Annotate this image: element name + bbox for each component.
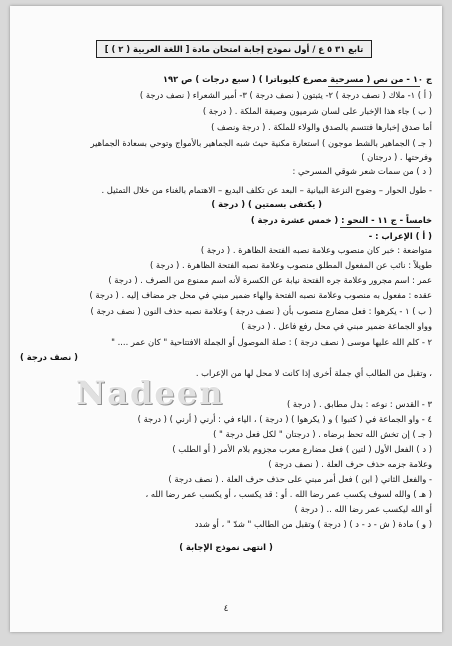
answer-note: ( يكتفى بسمتين ) ( درجة ) bbox=[211, 199, 322, 209]
heading-underline bbox=[328, 86, 420, 87]
answer-line: طويلاً : نائب عن المفعول المطلق منصوب وعلامة نصبه الفتحة الظاهرة . ( درجة ) bbox=[150, 260, 432, 270]
question-10-heading: ج ١٠ - من نص ( مسرحية مصرع كليوباترا ) ( سبع درجات ) ص ١٩٢ bbox=[162, 74, 432, 84]
watermark-logo: Nadeen bbox=[76, 374, 225, 412]
answer-line: ( جـ ) الجماهير بالشط موجون ) استعارة مكنية حيث شبه الجماهير بالأمواج وتوحي بسعادة الجماهير bbox=[90, 138, 432, 148]
answer-line: - والفعل الثاني ( ابن ) فعل أمر مبني على حذف حرف العلة . ( نصف درجة ) bbox=[168, 474, 432, 484]
answer-line: وفرحتها . ( درجتان ) bbox=[361, 152, 432, 162]
answer-line: ( د ) من سمات شعر شوقي المسرحي : bbox=[292, 166, 432, 176]
answer-line: وواو الجماعة ضمير مبني في محل رفع فاعل . ( درجة ) bbox=[241, 321, 432, 331]
section-5-heading: خامساً - ج ١١ - النحو : ( خمس عشرة درجة ) bbox=[250, 215, 432, 225]
answer-line: ( ب ) جاء هذا الإخبار على لسان شرميون وصيفة الملكة . ( درجة ) bbox=[202, 106, 432, 116]
answer-line: عقده : مفعول به منصوب وعلامة نصبه الفتحة والهاء ضمير مبني في محل جر مضاف إليه . ( درجة ) bbox=[89, 290, 432, 300]
heading-underline bbox=[340, 227, 420, 228]
answer-line: وعلامة جزمه حذف حرف العلة . ( نصف درجة ) bbox=[268, 459, 432, 469]
answer-line: - طول الحوار – وضوح النزعة البيانية – البعد عن تكلف البديع – الاهتمام بالغناء من خلال التمثيل . bbox=[101, 185, 432, 195]
page-header-title: تابع ٣١ ٥ ع / أول نموذج إجابة امتحان مادة [ اللغة العربية ( ٢ ) ] bbox=[104, 44, 364, 54]
answer-line: ( نصف درجة ) bbox=[20, 352, 79, 362]
answer-line: ( أ ) ١- ملاك ( نصف درجة ) ٢- يثبتون ( نصف درجة ) ٣- أمير الشعراء ( نصف درجة ) bbox=[139, 90, 432, 100]
answer-line: ( و ) مادة ( ش - د - د ) ( درجة ) وتقبل من الطالب " شدّ " ، أو شدد bbox=[194, 519, 432, 529]
answer-line: ٣ - القدس : نوعه : بدل مطابق . ( درجة ) bbox=[286, 399, 432, 409]
answer-line: ( د ) الفعل الأول ( لتين ) فعل مضارع معرب مجزوم بلام الأمر ( أو الطلب ) bbox=[172, 444, 432, 454]
end-of-answers: ( انتهى نموذج الإجابة ) bbox=[179, 542, 273, 552]
answer-line: ٤ - واو الجماعة في ( كتبوا ) و ( يكرهوا ) ( درجة ) ، الياء في : أرني ( أرني ) ( درجة ) bbox=[137, 414, 432, 424]
answer-line: متواضعة : خبر كان منصوب وعلامة نصبه الفتحة الظاهرة . ( درجة ) bbox=[200, 245, 432, 255]
page-number: ٤ bbox=[223, 604, 229, 614]
answer-line: ، وتقبل من الطالب أي جملة أخرى إذا كانت لا محل لها من الإعراب . bbox=[195, 368, 432, 378]
answer-line: ٢ - كلم الله عليها موسى ( نصف درجة ) : صلة الموصول أو الجملة الافتتاحية " كان عمر .... " bbox=[111, 337, 432, 347]
exam-answer-page bbox=[10, 6, 442, 632]
answer-line: ( ب ) ١ - يكرهوا : فعل مضارع منصوب بأن ( نصف درجة ) وعلامة نصبه حذف النون ( نصف درجة ) bbox=[90, 306, 432, 316]
answer-line: أما صدق إخبارها فتتسم بالصدق والولاء للملكة . ( درجة ونصف ) bbox=[211, 122, 432, 132]
answer-line: ( هـ ) والله لسوف يكسب عمر رضا الله . أو : قد يكسب ، أو يكسب عمر رضا الله ، bbox=[145, 489, 432, 499]
answer-line: أو الله ليكسب عمر رضا الله .. ( درجة ) bbox=[294, 504, 432, 514]
parsing-heading: ( أ ) الإعراب : - bbox=[368, 231, 432, 241]
answer-line: ( جـ ) إن تخش الله تحظ برضاه . ( درجتان " لكل فعل درجة " ) bbox=[213, 429, 432, 439]
answer-line: عمر : اسم مجرور وعلامة جره الفتحة نيابة عن الكسرة لأنه اسم ممنوع من الصرف . ( درجة ) bbox=[108, 275, 432, 285]
